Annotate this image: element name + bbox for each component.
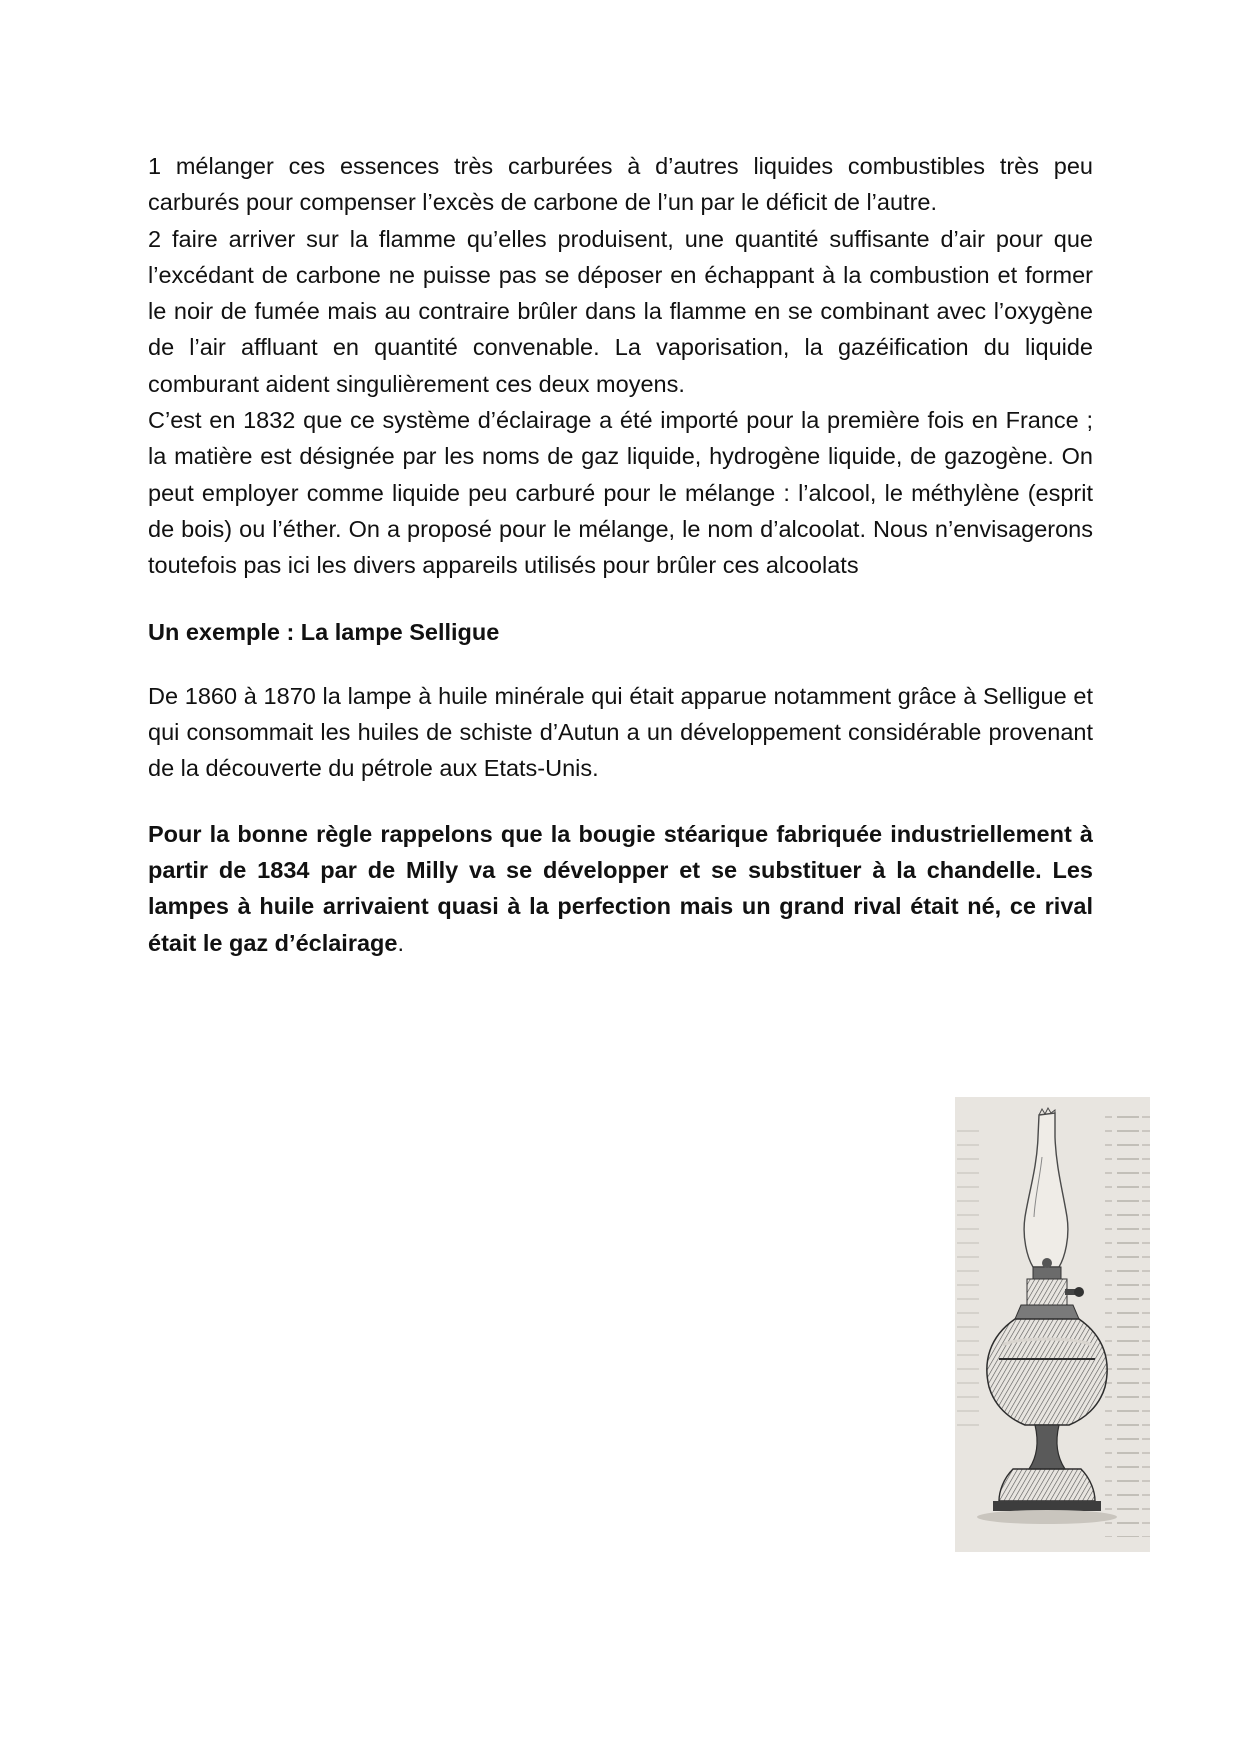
bold-paragraph-text: Pour la bonne règle rappelons que la bougie stéarique fabriquée industriellement à partir de 1834 par de Milly va se développer et se substituer à la chandelle. Les lampes à huile arrivaient quasi à la perfection mais un grand rival était né, ce rival était le gaz d’éclairage	[148, 820, 1093, 956]
section-heading: Un exemple : La lampe Selligue	[148, 618, 500, 645]
bold-paragraph	[148, 816, 1093, 961]
oil-lamp-image	[955, 1097, 1150, 1552]
paragraph-1: 1 mélanger ces essences très carburées à d’autres liquides combustibles très peu carburés pour compenser l’excès de carbone de l’un par le déficit de l’autre.	[148, 153, 1093, 216]
oil-lamp-illustration	[955, 1097, 1150, 1552]
document-body	[148, 148, 1093, 961]
bold-paragraph-period: .	[397, 929, 405, 956]
paragraph-3: C’est en 1832 que ce système d’éclairage a été importé pour la première fois en France ; la matière est désignée par les noms de gaz liquide, hydrogène liquide, de gazogène. On peut employer comme liquide peu carburé pour le mélange : l’alcool, le méthylène (esprit de bois) ou l’éther. On a proposé pour le mélange, le nom d’alcoolat. Nous n’envisagerons toutefois pas ici les divers appareils utilisés pour brûler ces alcoolats	[148, 407, 1093, 579]
paragraph-2: 2 faire arriver sur la flamme qu’elles produisent, une quantité suffisante d’air pour que l’excédant de carbone ne puisse pas se déposer en échappant à la combustion et former le noir de fumée mais au contraire brûler dans la flamme en se combinant avec l’oxygène de l’air affluant en quantité convenable. La vaporisation, la gazéification du liquide comburant aident singulièrement ces deux moyens.	[148, 225, 1093, 397]
paragraph-4: De 1860 à 1870 la lampe à huile minérale qui était apparue notamment grâce à Selligue et qui consommait les huiles de schiste d’Autun a un développement considérable provenant de la découverte du pétrole aux Etats-Unis.	[148, 682, 1093, 782]
